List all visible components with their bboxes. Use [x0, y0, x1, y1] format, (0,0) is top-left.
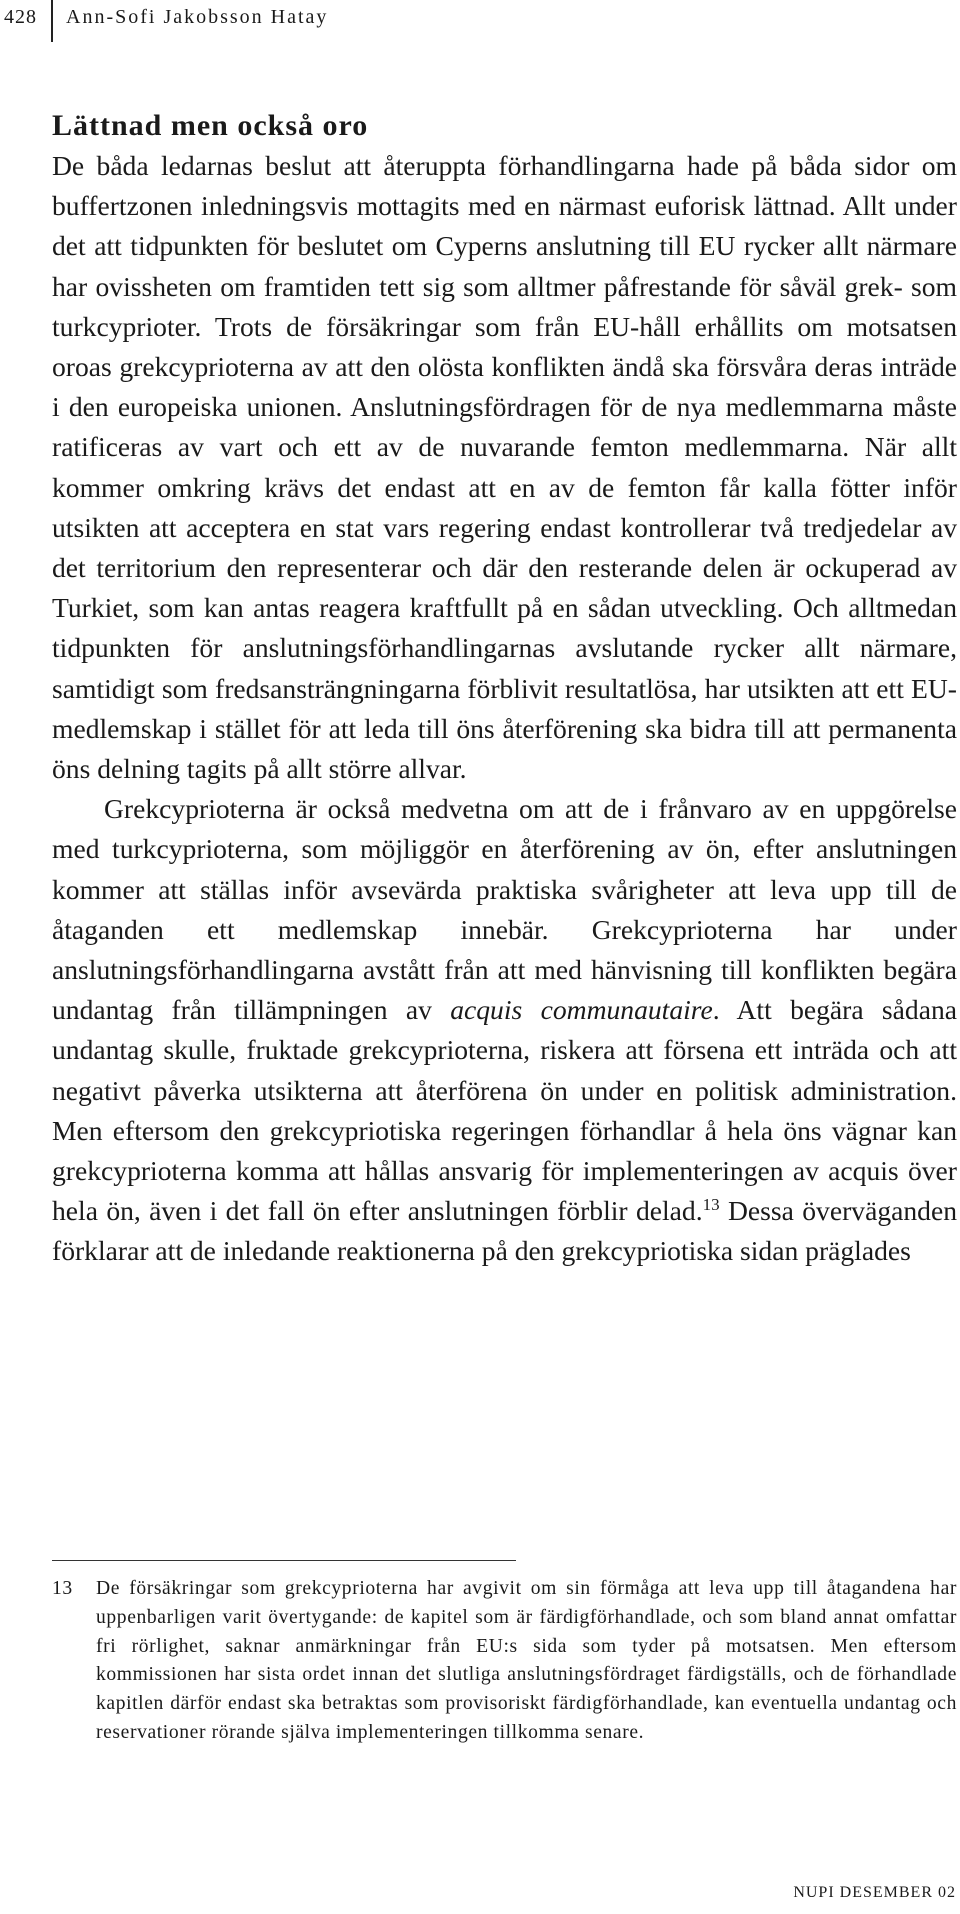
- footnote-divider: [52, 1560, 516, 1561]
- footnote-number: 13: [52, 1578, 73, 1599]
- footnote: [52, 1575, 957, 1748]
- footnote-reference[interactable]: 13: [702, 1195, 720, 1215]
- publication-footer: NUPI DESEMBER 02: [793, 1884, 956, 1901]
- section-heading: Lättnad men också oro: [52, 109, 369, 142]
- running-head: [0, 0, 960, 40]
- italic-term: acquis communautaire: [450, 994, 713, 1026]
- paragraph-text: . Att begära sådana undantag skulle, fruktade grekcyprioterna, riskera att försena ett inträda och att negativt påverka utsikterna att återförena ön under en politisk administration. Men eftersom den grekcypriotiska regeringen förhandlar å hela öns vägnar kan grekcyprioterna komma att hållas ansvarig för implementeringen av acquis över hela ön, även i det fall ön efter anslutningen förblir delad.: [52, 994, 958, 1227]
- body-text: [52, 146, 957, 1272]
- author-name: Ann-Sofi Jakobsson Hatay: [66, 6, 329, 28]
- page-number: 428: [4, 6, 37, 28]
- paragraph: [52, 789, 957, 1271]
- paragraph: De båda ledarnas beslut att återuppta förhandlingarna hade på båda sidor om buffertzonen inledningsvis mottagits med en närmast euforisk lättnad. Allt under det att tidpunkten för beslutet om Cyperns anslutning till EU rycker allt närmare har ovissheten om framtiden tett sig som alltmer påfrestande för såväl grek- som turkcyprioter. Trots de försäkringar som från EU-håll erhållits om motsatsen oroas grekcyprioterna av att den olösta konflikten ändå ska försvåra deras inträde i den europeiska unionen. Anslutningsfördragen för de nya medlemmarna måste ratificeras av vart och ett av de nuvarande femton medlemmarna. När allt kommer omkring krävs det endast att en av de femton får kalla fötter inför utsikten att acceptera en stat vars regering endast kontrollerar två tredjedelar av det territorium den representerar och där den resterande delen är ockuperad av Turkiet, som kan antas reagera kraftfullt på en sådan utveckling. Och alltmedan tidpunkten för anslutningsförhandlingarnas avslutande rycker allt närmare, samtidigt som fredsansträngningarna förblivit resultatlösa, har utsikten att ett EU-medlemskap i stället för att leda till öns återförening ska bidra till att permanenta öns delning tagits på allt större allvar.: [52, 150, 957, 785]
- paragraph-text: Grekcyprioterna är också medvetna om att de i frånvaro av en uppgörelse med turkcyprioterna, som möjliggör en återförening av ön, efter anslutningen kommer att ställas inför avsevärda praktiska svårigheter att leva upp till de åtaganden ett medlemskap innebär. Grekcyprioterna har under anslutningsförhandlingarna avstått från att med hänvisning till konflikten begära undantag från tillämpningen av: [52, 793, 957, 1026]
- paragraph-text: Dessa överväganden förklarar att de inledande reaktionerna på den grekcypriotiska sidan präglades: [52, 1195, 958, 1267]
- running-head-divider: [51, 0, 53, 42]
- footnote-text: De försäkringar som grekcyprioterna har avgivit om sin förmåga att leva upp till åtagandena har uppenbarligen varit övertygande: de kapitel som är färdigförhandlade, och som bland annat omfattar fri rörlighet, saknar anmärkningar från EU:s sida som tyder på motsatsen. Men eftersom kommissionen har sista ordet innan det slutliga anslutningsfördraget färdigställs, och de förhandlade kapitlen därför endast ska betraktas som provisoriskt färdigförhandlade, kan eventuella undantag och reservationer rörande själva implementeringen tillkomma senare.: [96, 1578, 957, 1743]
